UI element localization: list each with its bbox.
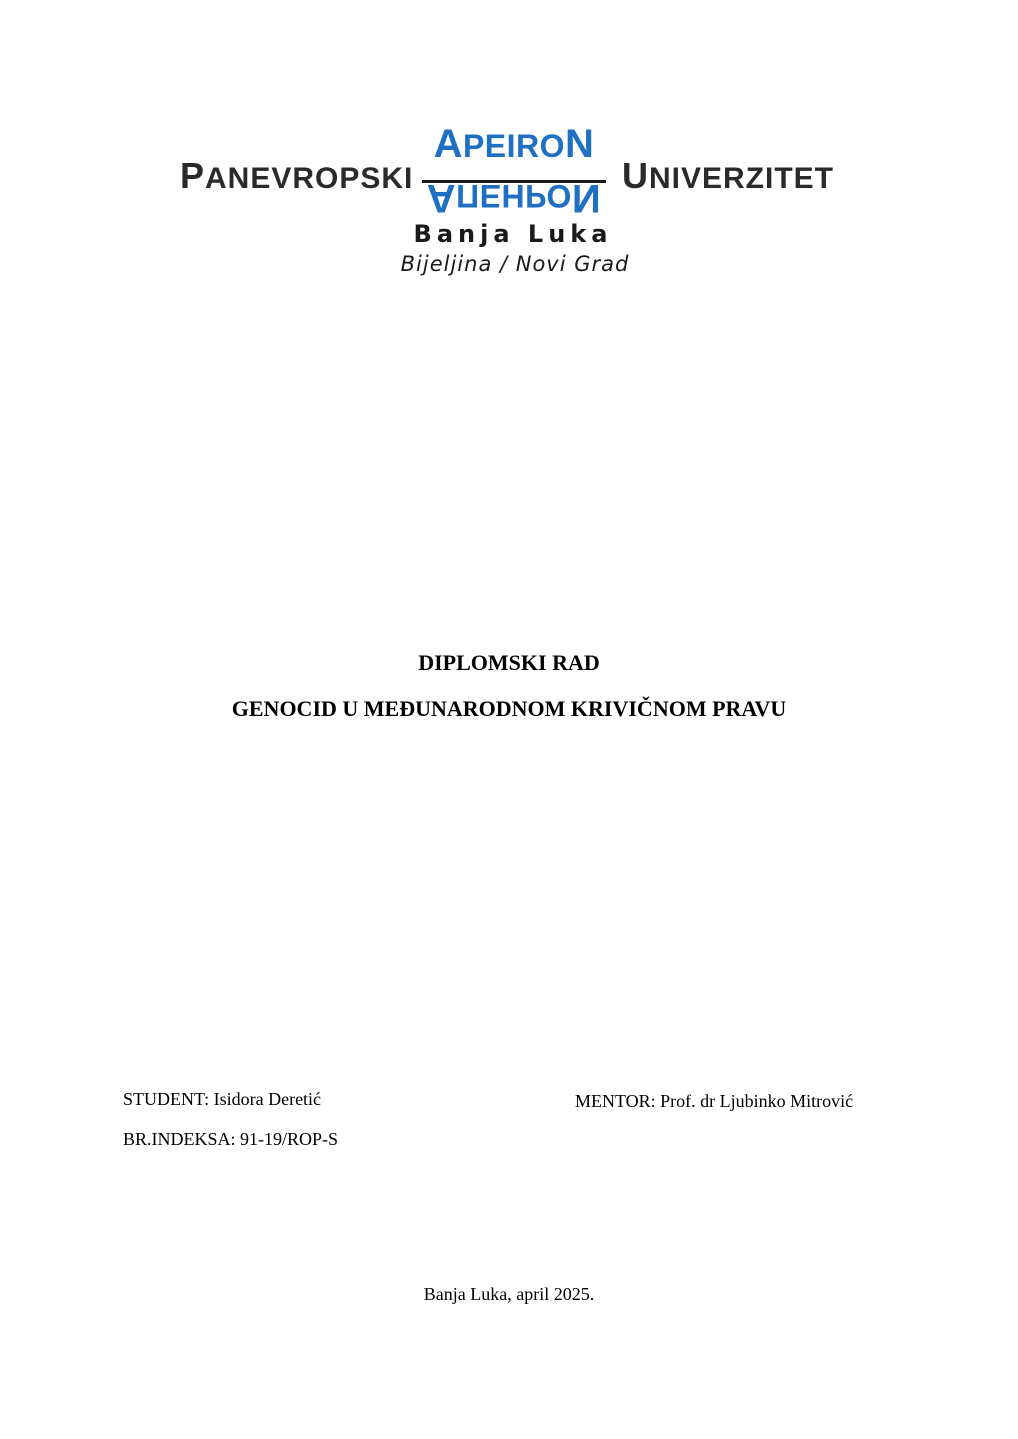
- apeiron-wordmark: [418, 122, 610, 167]
- apeiron-first-letter: A: [433, 122, 463, 166]
- logo-left-rest: ANEVROPSKI: [205, 162, 414, 195]
- apeiron-reflection-middle: ПЕНРО: [456, 178, 572, 214]
- apeiron-wordmark-reflection: [418, 175, 610, 220]
- index-number-line: BR.INDEKSA: 91-19/ROP-S: [123, 1129, 339, 1149]
- logo-branches: Bijeljina / Novi Grad: [400, 252, 630, 276]
- logo-word-right: [622, 155, 834, 197]
- apeiron-middle: PEIRO: [462, 128, 566, 164]
- apeiron-emblem: [418, 120, 610, 230]
- university-logo: [0, 110, 1018, 285]
- apeiron-reflection-last: N: [571, 176, 602, 220]
- thesis-topic-heading: GENOCID U MEĐUNARODNOM KRIVIČNOM PRAVU: [231, 696, 787, 721]
- place-and-date: Banja Luka, april 2025.: [423, 1284, 595, 1304]
- logo-right-rest: NIVERZITET: [649, 162, 835, 195]
- logo-city: Banja Luka: [413, 220, 613, 248]
- document-type-heading: DIPLOMSKI RAD: [418, 650, 600, 675]
- apeiron-last-letter: N: [565, 122, 595, 166]
- thesis-title: [0, 650, 1018, 722]
- mentor-line: MENTOR: Prof. dr Ljubinko Mitrović: [575, 1091, 854, 1111]
- logo-right-initial: U: [622, 155, 649, 196]
- logo-left-initial: P: [180, 155, 206, 196]
- logo-word-left: [180, 155, 413, 197]
- student-line: STUDENT: Isidora Deretić: [123, 1089, 322, 1109]
- apeiron-reflection-first: A: [426, 176, 457, 220]
